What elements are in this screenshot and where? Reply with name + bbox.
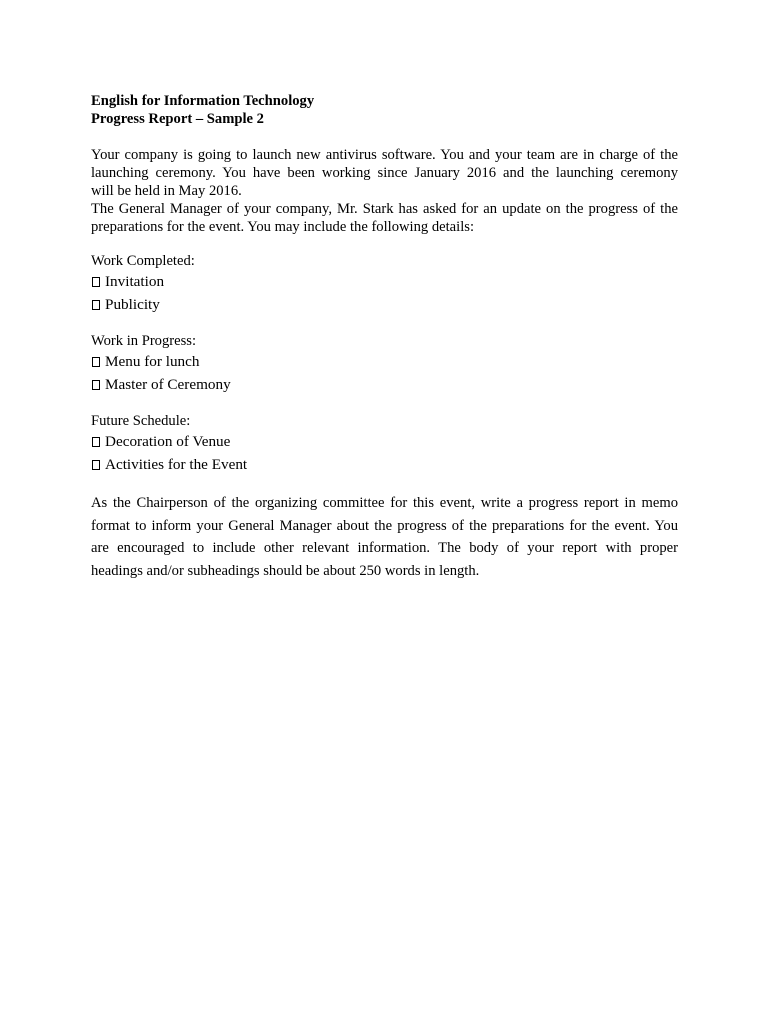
intro-paragraph-2 xyxy=(91,200,678,236)
section-future-schedule xyxy=(91,412,678,476)
list-item-label: Menu for lunch xyxy=(105,353,200,370)
checkbox-icon xyxy=(92,437,100,447)
section-heading: Work Completed: xyxy=(91,253,195,269)
task-instructions xyxy=(91,492,678,582)
checkbox-icon xyxy=(92,380,100,390)
intro-line: The General Manager of your company, Mr. Stark has asked for an update on the progress of the xyxy=(91,201,678,217)
list-item-label: Master of Ceremony xyxy=(105,376,231,393)
bullet-list xyxy=(91,350,678,396)
list-item xyxy=(91,453,678,476)
section-work-completed xyxy=(91,252,678,316)
task-line: are encouraged to include other relevant information. The body of your report with proper xyxy=(91,540,678,556)
checkbox-icon xyxy=(92,357,100,367)
checkbox-icon xyxy=(92,460,100,470)
bullet-list xyxy=(91,270,678,316)
intro-line: Your company is going to launch new antivirus software. You and your team are in charge of the xyxy=(91,147,678,163)
list-item xyxy=(91,350,678,373)
list-item xyxy=(91,293,678,316)
document-title: Progress Report – Sample 2 xyxy=(91,111,264,127)
document-page xyxy=(91,92,678,582)
task-line: format to inform your General Manager about the progress of the preparations for the event. You xyxy=(91,517,678,534)
bullet-list xyxy=(91,430,678,476)
list-item xyxy=(91,270,678,293)
intro-paragraph-1 xyxy=(91,146,678,200)
task-line: As the Chairperson of the organizing committee for this event, write a progress report in memo xyxy=(91,495,678,511)
section-heading: Work in Progress: xyxy=(91,333,197,349)
intro-line: will be held in May 2016. xyxy=(91,183,242,199)
list-item-label: Decoration of Venue xyxy=(105,433,231,450)
list-item-label: Publicity xyxy=(105,296,160,313)
section-work-in-progress xyxy=(91,332,678,396)
checkbox-icon xyxy=(92,300,100,310)
course-title: English for Information Technology xyxy=(91,93,315,109)
section-heading: Future Schedule: xyxy=(91,413,191,429)
list-item-label: Activities for the Event xyxy=(105,456,248,473)
list-item xyxy=(91,430,678,453)
intro-line: launching ceremony. You have been working since January 2016 and the launching ceremony xyxy=(91,165,678,181)
list-item-label: Invitation xyxy=(105,273,165,290)
checkbox-icon xyxy=(92,277,100,287)
task-line: headings and/or subheadings should be about 250 words in length. xyxy=(91,562,480,579)
intro-line: preparations for the event. You may include the following details: xyxy=(91,219,474,235)
list-item xyxy=(91,373,678,396)
